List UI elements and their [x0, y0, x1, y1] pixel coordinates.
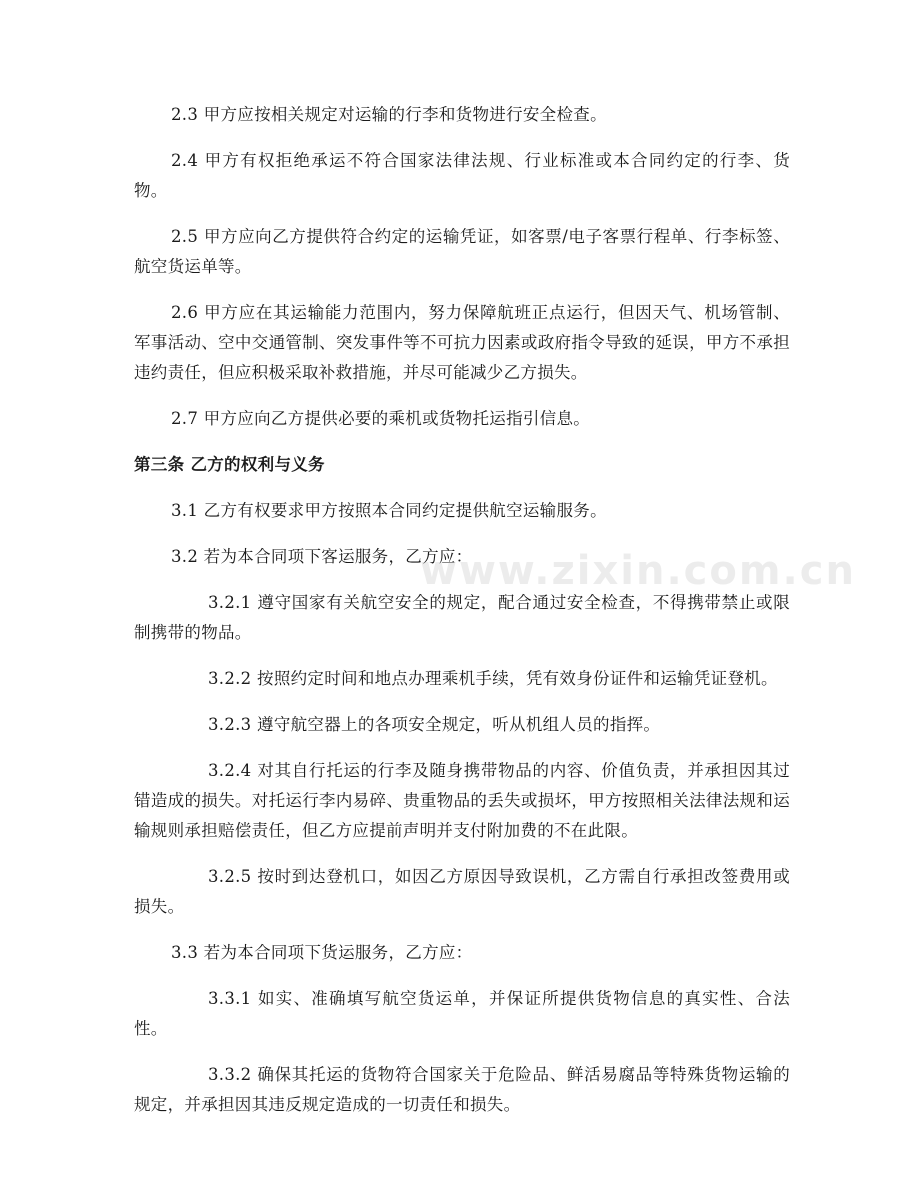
clause-3-2-4: 3.2.4 对其自行托运的行李及随身携带物品的内容、价值负责，并承担因其过错造成的损失。对托运行李内易碎、贵重物品的丢失或损坏，甲方按照相关法律法规和运输规则承担赔偿责任，但乙方应提前声明并支付附加费的不在此限。 — [134, 761, 790, 840]
clause-2-6: 2.6 甲方应在其运输能力范围内，努力保障航班正点运行，但因天气、机场管制、军事活动、空中交通管制、突发事件等不可抗力因素或政府指令导致的延误，甲方不承担违约责任，但应积极采取补救措施，并尽可能减少乙方损失。 — [134, 303, 790, 382]
clause-3-3-1: 3.3.1 如实、准确填写航空货运单，并保证所提供货物信息的真实性、合法性。 — [134, 989, 790, 1038]
clause-2-5: 2.5 甲方应向乙方提供符合约定的运输凭证，如客票/电子客票行程单、行李标签、航空货运单等。 — [134, 227, 790, 276]
clause-3-2-1: 3.2.1 遵守国家有关航空安全的规定，配合通过安全检查，不得携带禁止或限制携带的物品。 — [134, 593, 790, 642]
clause-3-1: 3.1 乙方有权要求甲方按照本合同约定提供航空运输服务。 — [171, 501, 607, 520]
watermark: www.zixin.com.cn — [420, 548, 856, 594]
clause-3-3: 3.3 若为本合同项下货运服务，乙方应： — [171, 943, 473, 962]
document-body — [134, 100, 790, 1136]
clause-2-7: 2.7 甲方应向乙方提供必要的乘机或货物托运指引信息。 — [171, 409, 591, 428]
clause-3-2-5: 3.2.5 按时到达登机口，如因乙方原因导致误机，乙方需自行承担改签费用或损失。 — [134, 867, 790, 916]
clause-3-3-2: 3.3.2 确保其托运的货物符合国家关于危险品、鲜活易腐品等特殊货物运输的规定，并承担因其违反规定造成的一切责任和损失。 — [134, 1065, 790, 1114]
clause-3-2: 3.2 若为本合同项下客运服务，乙方应： — [171, 547, 473, 566]
clause-3-2-3: 3.2.3 遵守航空器上的各项安全规定，听从机组人员的指挥。 — [208, 715, 661, 734]
clause-2-4: 2.4 甲方有权拒绝承运不符合国家法律法规、行业标准或本合同约定的行李、货物。 — [134, 151, 790, 200]
article-3-heading: 第三条 乙方的权利与义务 — [134, 455, 325, 474]
clause-3-2-2: 3.2.2 按照约定时间和地点办理乘机手续，凭有效身份证件和运输凭证登机。 — [208, 669, 778, 688]
clause-2-3: 2.3 甲方应按相关规定对运输的行李和货物进行安全检查。 — [171, 105, 607, 124]
